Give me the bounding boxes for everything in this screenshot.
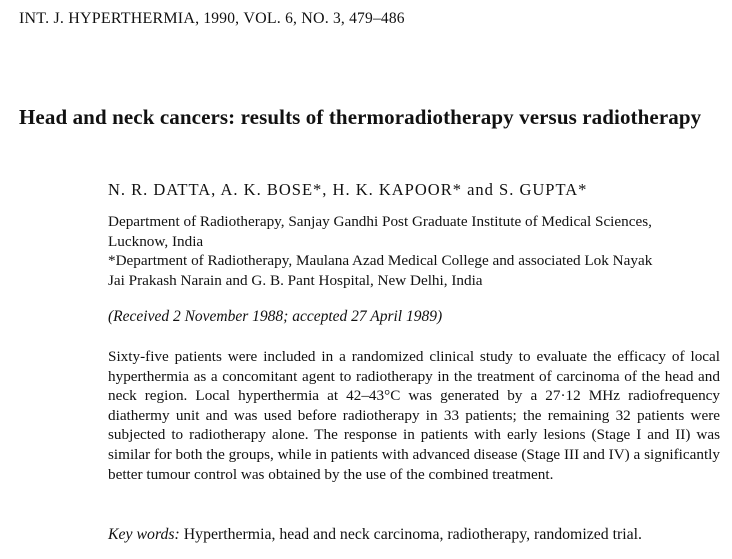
keywords-label: Key words:: [108, 526, 180, 543]
journal-number-label: NO.: [301, 10, 329, 27]
journal-header: [19, 10, 405, 28]
keywords-text: Hyperthermia, head and neck carcinoma, radiotherapy, randomized trial.: [183, 526, 642, 543]
keywords: [108, 526, 642, 544]
journal-name: INT. J. HYPERTHERMIA,: [19, 10, 200, 27]
affiliation-2-line-1: *Department of Radiotherapy, Maulana Azad Medical College and associated Lok Nayak: [108, 252, 653, 269]
affiliation-1-line-2: Lucknow, India: [108, 232, 204, 250]
journal-volume-label: VOL.: [243, 10, 281, 27]
affiliation-2: [108, 251, 652, 290]
journal-volume: 6,: [285, 10, 298, 27]
abstract-text: Sixty-five patients were included in a randomized clinical study to evaluate the efficacy of local hyperthermia as a concomitant agent to radiotherapy in the treatment of carcinoma of the head and neck region. Local hyperthermia at 42–43°C was generated by a 27·12 MHz radiofrequency diathermy unit and was used before radiotherapy in 33 patients; the remaining 32 patients were subjected to radiotherapy alone. The response in patients with early lesions (Stage I and II) was similar for both the groups, while in patients with advanced disease (Stage III and IV) a significantly better tumour control was obtained by the use of the combined treatment.: [108, 348, 720, 483]
affiliation-1: [108, 212, 652, 251]
journal-pages: 479–486: [349, 10, 405, 27]
affiliation-1-line-1: Department of Radiotherapy, Sanjay Gandhi Post Graduate Institute of Medical Sciences,: [108, 213, 652, 230]
author-list: N. R. DATTA, A. K. BOSE*, H. K. KAPOOR* and S. GUPTA*: [108, 180, 588, 199]
journal-year: 1990,: [203, 10, 240, 27]
affiliation-2-line-2: Jai Prakash Narain and G. B. Pant Hospital, New Delhi, India: [108, 271, 483, 289]
abstract: [108, 347, 720, 484]
received-dates: (Received 2 November 1988; accepted 27 April 1989): [108, 308, 443, 325]
journal-number: 3,: [332, 10, 346, 27]
paper-title: Head and neck cancers: results of thermoradiotherapy versus radiotherapy: [19, 105, 702, 129]
